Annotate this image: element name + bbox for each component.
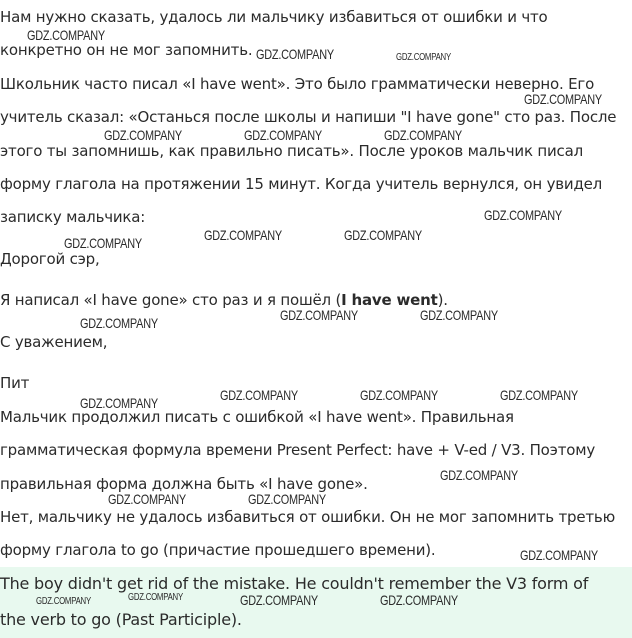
note-text: Я написал «I have gone» сто раз и я пошёл ( (0, 291, 342, 309)
watermark: GDZ.COMPANY (80, 395, 158, 411)
watermark: GDZ.COMPANY (484, 207, 562, 223)
watermark: GDZ.COMPANY (520, 547, 598, 563)
watermark: GDZ.COMPANY (384, 127, 462, 143)
text-line: Дорогой сэр, (0, 250, 100, 268)
watermark: GDZ.COMPANY (256, 46, 334, 62)
watermark: GDZ.COMPANY (104, 127, 182, 143)
watermark: GDZ.COMPANY (380, 592, 458, 608)
watermark: GDZ.COMPANY (220, 387, 298, 403)
watermark: GDZ.COMPANY (440, 467, 518, 483)
watermark: GDZ.COMPANY (80, 315, 158, 331)
text-line: С уважением, (0, 333, 108, 351)
watermark: GDZ.COMPANY (204, 227, 282, 243)
text-line: Школьник часто писал «I have went». Это было грамматически неверно. Его (0, 75, 595, 93)
text-line: форму глагола to go (причастие прошедшего времени). (0, 541, 436, 559)
watermark: GDZ.COMPANY (36, 596, 91, 607)
watermark: GDZ.COMPANY (524, 91, 602, 107)
text-line: правильная форма должна быть «I have gone». (0, 475, 368, 493)
answer-line: The boy didn't get rid of the mistake. He couldn't remember the V3 form of (0, 574, 589, 593)
watermark: GDZ.COMPANY (64, 235, 142, 251)
text-line: Пит (0, 374, 30, 392)
watermark: GDZ.COMPANY (128, 592, 183, 603)
text-line: этого ты запомнишь, как правильно писать». После уроков мальчик писал (0, 142, 583, 160)
text-line: учитель сказал: «Останься после школы и напиши "I have gone" сто раз. После (0, 108, 617, 126)
note-bold-text: I have went (341, 291, 438, 309)
watermark: GDZ.COMPANY (108, 491, 186, 507)
text-line: конкретно он не мог запомнить. (0, 41, 253, 59)
watermark: GDZ.COMPANY (500, 387, 578, 403)
text-line: Мальчик продолжил писать с ошибкой «I have went». Правильная (0, 408, 514, 426)
watermark: GDZ.COMPANY (344, 227, 422, 243)
text-line: записку мальчика: (0, 208, 146, 226)
text-line: форму глагола на протяжении 15 минут. Когда учитель вернулся, он увидел (0, 175, 603, 193)
watermark: GDZ.COMPANY (360, 387, 438, 403)
note-text-end: ). (437, 291, 448, 309)
text-line: грамматическая формула времени Present Perfect: have + V-ed / V3. Поэтому (0, 441, 596, 459)
watermark: GDZ.COMPANY (248, 491, 326, 507)
text-line: Нам нужно сказать, удалось ли мальчику избавиться от ошибки и что (0, 8, 548, 26)
watermark: GDZ.COMPANY (244, 127, 322, 143)
watermark: GDZ.COMPANY (27, 27, 105, 43)
answer-line: the verb to go (Past Participle). (0, 610, 242, 629)
text-line: Нет, мальчику не удалось избавиться от ошибки. Он не мог запомнить третью (0, 508, 615, 526)
watermark: GDZ.COMPANY (240, 592, 318, 608)
note-line (0, 290, 448, 310)
watermark: GDZ.COMPANY (280, 307, 358, 323)
watermark: GDZ.COMPANY (420, 307, 498, 323)
watermark: GDZ.COMPANY (396, 52, 451, 63)
